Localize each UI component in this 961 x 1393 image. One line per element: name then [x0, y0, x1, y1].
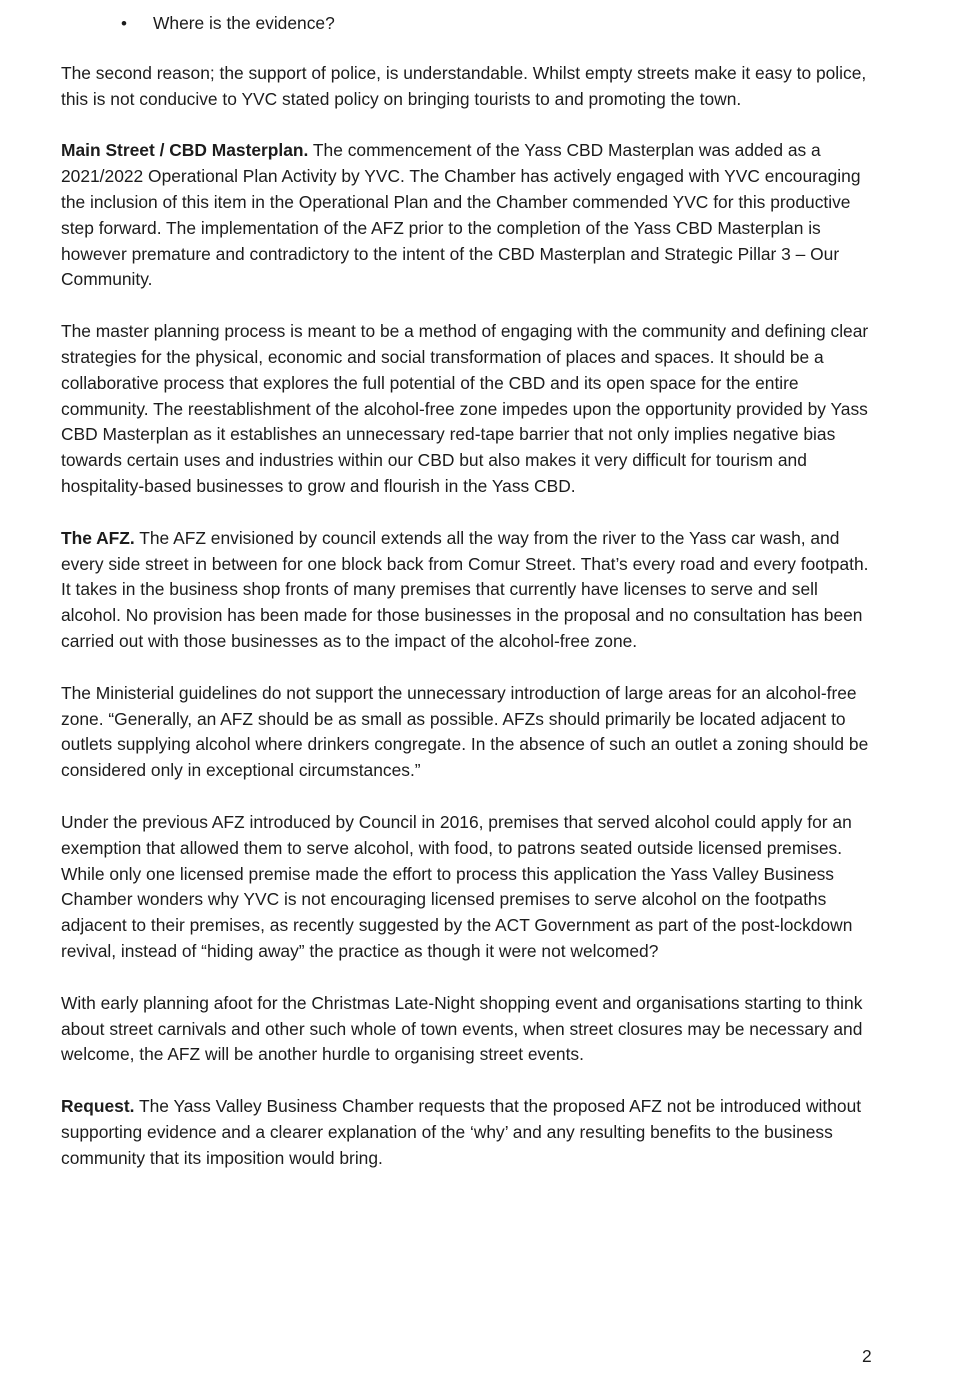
paragraph-previous-afz [61, 810, 881, 965]
paragraph-request [61, 1094, 881, 1171]
paragraph-text: The commencement of the Yass CBD Masterplan was added as a 2021/2022 Operational Plan Activity by YVC. The Chamber has actively engaged with YVC encouraging the inclusion of this item in the Operational Plan and the Chamber commended YVC for this productive step forward. The implementation of the AFZ prior to the completion of the Yass CBD Masterplan is however premature and contradictory to the intent of the CBD Masterplan and Strategic Pillar 3 – Our Community. [61, 140, 861, 290]
document-body [61, 11, 881, 1197]
paragraph-cbd-masterplan [61, 138, 881, 293]
bullet-icon: • [121, 14, 127, 33]
paragraph-master-planning-process [61, 319, 881, 500]
paragraph-text: The AFZ envisioned by council extends all the way from the river to the Yass car wash, and every side street in between for one block back from Comur Street. That’s every road and every footpath. It takes in the business shop fronts of many premises that currently have licenses to serve and sell alcohol. No provision has been made for those businesses in the proposal and no consultation has been carried out with those businesses as to the impact of the alcohol-free zone. [61, 527, 869, 651]
paragraph-text: The master planning process is meant to be a method of engaging with the community and defining clear strategies for the physical, economic and social transformation of places and spaces. It should be a collaborative process that explores the full potential of the CBD and its open space for the entire community. The reestablishment of the alcohol-free zone impedes upon the opportunity provided by Yass CBD Masterplan as it establishes an unnecessary red-tape barrier that not only implies negative bias towards certain uses and industries within our CBD but also makes it very difficult for tourism and hospitality-based businesses to grow and flourish in the Yass CBD. [61, 321, 869, 496]
bullet-item [61, 11, 881, 37]
bullet-text: Where is the evidence? [153, 13, 335, 33]
paragraph-text: The Yass Valley Business Chamber requests that the proposed AFZ not be introduced without supporting evidence and a clearer explanation of the ‘why’ and any resulting benefits to the business community that its imposition would bring. [61, 1096, 862, 1168]
paragraph-text: With early planning afoot for the Christmas Late-Night shopping event and organisations starting to think about street carnivals and other such whole of town events, when street closures may be necessary and welcome, the AFZ will be another hurdle to organising street events. [61, 992, 863, 1065]
paragraph-ministerial-guidelines [61, 681, 881, 784]
paragraph-text: Under the previous AFZ introduced by Council in 2016, premises that served alcohol could apply for an exemption that allowed them to serve alcohol, with food, to patrons seated outside licensed premises. While only one licensed premise made the effort to process this application the Yass Valley Business Chamber wonders why YVC is not encouraging licensed premises to serve alcohol on the footpaths adjacent to their premises, as recently suggested by the ACT Government as part of the post-lockdown revival, instead of “hiding away” the practice as though it were not welcomed? [61, 811, 853, 961]
page-number: 2 [862, 1346, 872, 1366]
paragraph-police-reason [61, 61, 881, 113]
paragraph-text: The Ministerial guidelines do not support the unnecessary introduction of large areas for an alcohol-free zone. “Generally, an AFZ should be as small as possible. AFZs should primarily be located adjacent to outlets supplying alcohol where drinkers congregate. In the absence of such an outlet a zoning should be considered only in exceptional circumstances.” [61, 682, 869, 781]
section-heading-the-afz: The AFZ. [61, 527, 135, 548]
paragraph-the-afz [61, 526, 881, 655]
section-heading-request: Request. [61, 1096, 135, 1117]
section-heading-cbd-masterplan: Main Street / CBD Masterplan. [61, 140, 309, 161]
paragraph-christmas-events [61, 991, 881, 1068]
paragraph-text: The second reason; the support of police, is understandable. Whilst empty streets make it easy to police, this is not conducive to YVC stated policy on bringing tourists to and promoting the town. [61, 62, 867, 109]
